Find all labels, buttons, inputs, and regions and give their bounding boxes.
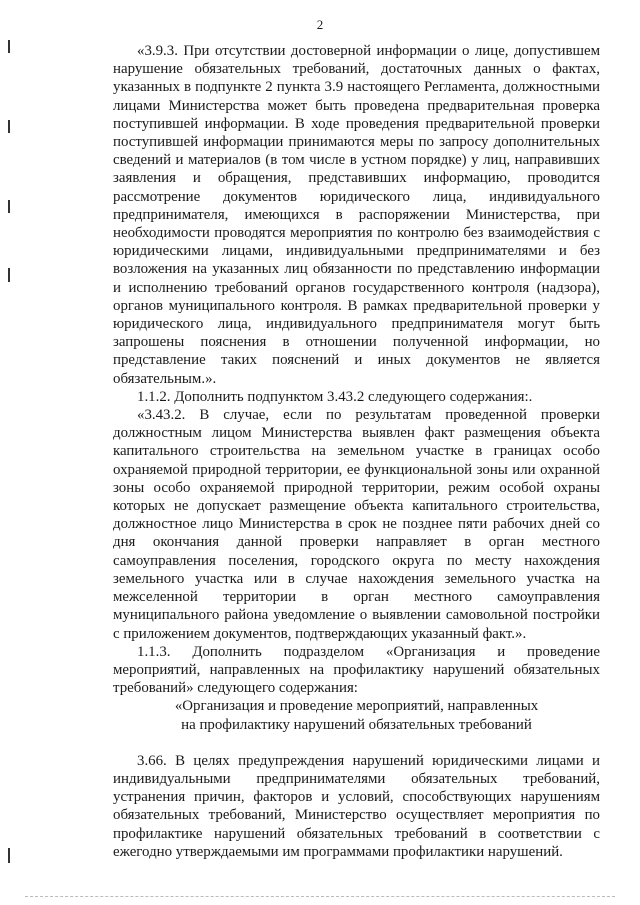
scan-edge-strip bbox=[25, 896, 615, 899]
page-number: 2 bbox=[316, 17, 324, 32]
margin-mark bbox=[8, 40, 10, 53]
section-heading-line-1: «Организация и проведение мероприятий, направленных bbox=[174, 698, 539, 715]
margin-mark bbox=[8, 120, 10, 133]
paragraph-3-9-3: «3.9.3. При отсутствии достоверной информации о лице, допустившем нарушение обязательных требований, достаточных данных о фактах, указанных в подпункте 2 пункта 3.9 настоящего Регламента, должностными лицами Министерства может быть проведена предварительная проверка поступившей информации. В ходе проведения предварительной проверки поступившей информации принимаются меры по запросу дополнительных сведений и материалов (в том числе в устном порядке) у лиц, направивших заявления и обращения, представивших информацию, проводится рассмотрение документов юридического лица, индивидуального предпринимателя, имеющихся в распоряжении Министерства, при необходимости проводятся мероприятия по контролю без взаимодействия с юридическими лицами, индивидуальными предпринимателями и без возложения на указанных лиц обязанности по представлению информации и исполнению требований органов государственного контроля (надзора), органов муниципального контроля. В рамках предварительной проверки у юридического лица, индивидуального предпринимателя могут быть запрошены пояснения в отношении полученной информации, но представление таких пояснений и иных документов не является обязательным.». bbox=[113, 43, 600, 387]
margin-mark bbox=[8, 200, 10, 213]
paragraph-1-1-3: 1.1.3. Дополнить подразделом «Организация и проведение мероприятий, направленных на профилактику нарушений обязательных требований» следующего содержания: bbox=[113, 643, 600, 697]
margin-mark bbox=[8, 268, 10, 282]
spacer bbox=[113, 734, 600, 752]
section-heading-line-2: на профилактику нарушений обязательных требований bbox=[181, 716, 532, 733]
paragraph-1-1-2: 1.1.2. Дополнить подпунктом 3.43.2 следующего содержания:. bbox=[137, 388, 533, 405]
paragraph-3-66: 3.66. В целях предупреждения нарушений юридическими лицами и индивидуальными предпринимателями обязательных требований, устранения причин, факторов и условий, способствующих нарушениям обязательных требований, Министерство осуществляет мероприятия по профилактике нарушений обязательных требований в соответствии с ежегодно утверждаемыми им программами профилактики нарушений. bbox=[113, 752, 600, 860]
margin-mark bbox=[8, 848, 10, 863]
document-body bbox=[113, 42, 600, 861]
paragraph-3-43-2: «3.43.2. В случае, если по результатам проведенной проверки должностным лицом Министерства выявлен факт размещения объекта капитального строительства на земельном участке в границах особо охраняемой природной территории, ее функциональной зоны или охранной зоны особо охраняемой природной территории, режим особой охраны которых не допускает размещение объекта капитального строительства, должностное лицо Министерства в срок не позднее пяти рабочих дней со дня окончания данной проверки направляет в орган местного самоуправления поселения, городского округа по месту нахождения земельного участка или в случае нахождения земельного участка на межселенной территории в орган местного самоуправления муниципального района уведомление о выявлении самовольной постройки с приложением документов, подтверждающих указанный факт.». bbox=[113, 407, 600, 642]
